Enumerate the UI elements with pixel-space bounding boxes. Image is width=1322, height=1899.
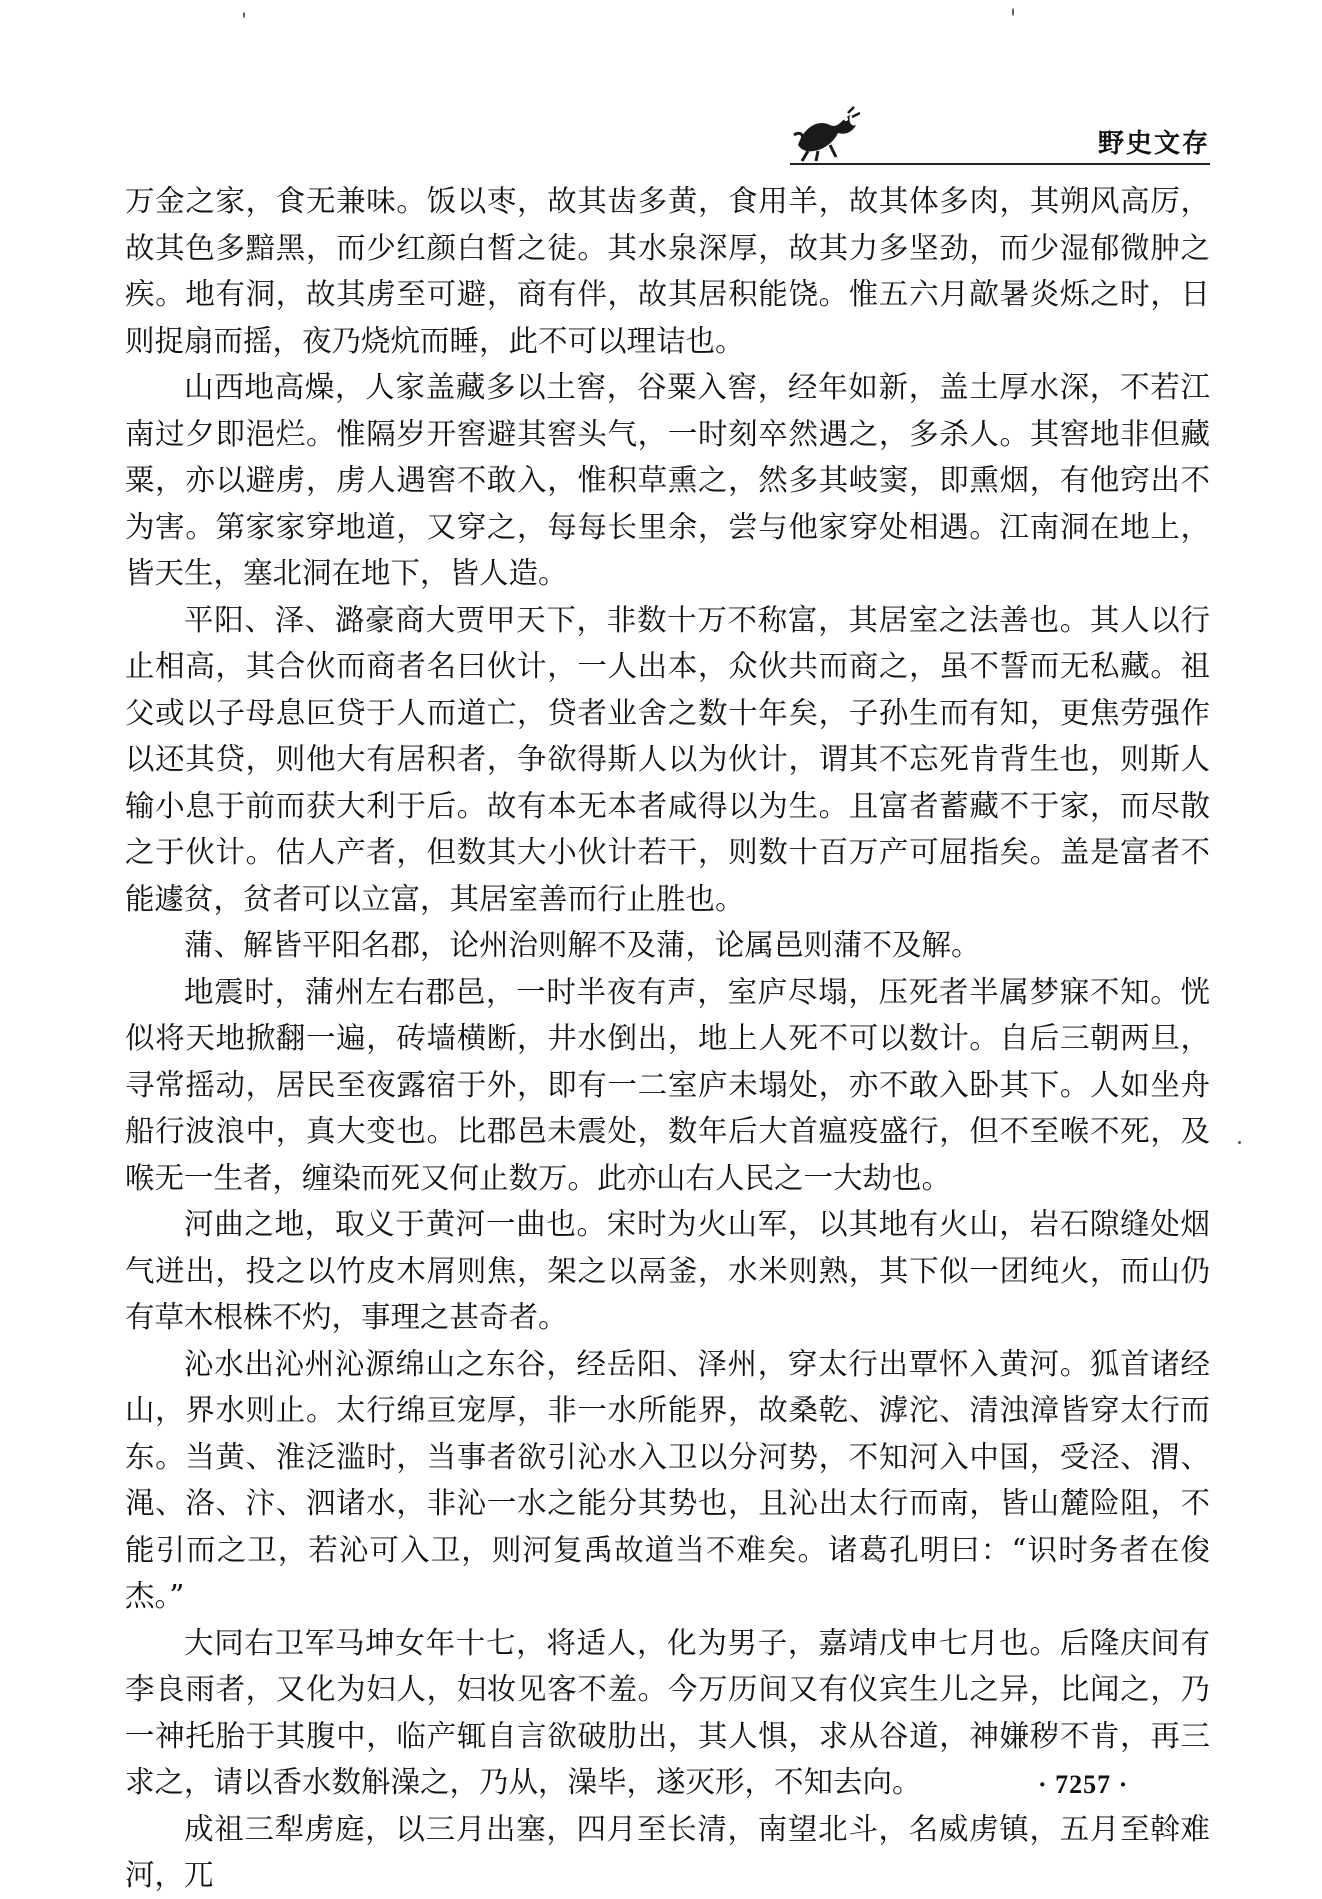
book-title: 野史文存	[1097, 129, 1210, 159]
body-text	[125, 178, 1210, 1899]
header-divider	[790, 163, 1210, 165]
paragraph: 蒲、解皆平阳名郡，论州治则解不及蒲，论属邑则蒲不及解。	[184, 928, 981, 962]
paragraph: 成祖三犁虏庭，以三月出塞，四月至长清，南望北斗，名威虏镇，五月至斡难河，兀	[125, 1811, 1210, 1892]
scan-speck	[1012, 8, 1014, 16]
paragraph: 地震时，蒲州左右郡邑，一时半夜有声，室庐尽塌，压死者半属梦寐不知。恍似将天地掀翻一遍，砖墙横断，井水倒出，地上人死不可以数计。自后三朝两旦，寻常摇动，居民至夜露宿于外，即有一二室庐未塌处，亦不敢入卧其下。人如坐舟船行波浪中，真大变也。比郡邑未震处，数年后大首瘟疫盛行，但不至喉不死，及喉无一生者，缠染而死又何止数万。此亦山右人民之一大劫也。	[125, 974, 1210, 1195]
paragraph: 山西地高燥，人家盖藏多以土窖，谷粟入窖，经年如新，盖土厚水深，不若江南过夕即浥烂。惟隔岁开窖避其窖头气，一时刻卒然遇之，多杀人。其窖地非但藏粟，亦以避虏，虏人遇窖不敢入，惟积草熏之，然多其岐窦，即熏烟，有他窍出不为害。第家家穿地道，又穿之，每每长里余，尝与他家穿处相遇。江南洞在地上，皆天生，塞北洞在地下，皆人造。	[125, 370, 1210, 590]
paragraph: 河曲之地，取义于黄河一曲也。宋时为火山军，以其地有火山，岩石隙缝处烟气迸出，投之以竹皮木屑则焦，架之以鬲釜，水米则熟，其下似一团纯火，而山仍有草木根株不灼，事理之甚奇者。	[125, 1207, 1210, 1334]
paragraph: 平阳、泽、潞豪商大贾甲天下，非数十万不称富，其居室之法善也。其人以行止相高，其合伙而商者名曰伙计，一人出本，众伙共而商之，虽不誓而无私藏。祖父或以子母息叵贷于人而道亡，贷者业舍之数十年矣，子孙生而有知，更焦劳强作以还其贷，则他大有居积者，争欲得斯人以为伙计，谓其不忘死肯背生也，则斯人输小息于前而获大利于后。故有本无本者咸得以为生。且富者蓄藏不于家，而尽散之于伙计。估人产者，但数其大小伙计若干，则数十百万产可屈指矣。盖是富者不能遽贫，贫者可以立富，其居室善而行止胜也。	[125, 602, 1210, 916]
scan-speck	[1238, 1141, 1241, 1144]
scan-speck	[243, 12, 245, 18]
page-number: · 7257 ·	[1038, 1770, 1129, 1799]
paragraph: 大同右卫军马坤女年十七，将适人，化为男子，嘉靖戊申七月也。后隆庆间有李良雨者，又化为妇人，妇妆见客不羞。今万历间又有仪宾生儿之异，比闻之，乃一神托胎于其腹中，临产辄自言欲破肋出，其人惧，求从谷道，神嫌秽不肯，再三求之，请以香水数斛澡之，乃从，澡毕，遂灭形，不知去向。	[125, 1625, 1210, 1799]
dragon-emblem-icon	[790, 105, 860, 163]
paragraph: 万金之家，食无兼味。饭以枣，故其齿多黄，食用羊，故其体多肉，其朔风高厉，故其色多黯黑，而少红颜白皙之徒。其水泉深厚，故其力多坚劲，而少湿郁微肿之疾。地有洞，故其虏至可避，商有伴，故其居积能饶。惟五六月歊暑炎烁之时，日则捉扇而摇，夜乃烧炕而睡，此不可以理诘也。	[125, 184, 1210, 358]
paragraph: 沁水出沁州沁源绵山之东谷，经岳阳、泽州，穿太行出覃怀入黄河。狐首诸经山，界水则止。太行绵亘宠厚，非一水所能界，故桑乾、滹沱、清浊漳皆穿太行而东。当黄、淮泛滥时，当事者欲引沁水入卫以分河势，不知河入中国，受泾、渭、渑、洛、汴、泗诸水，非沁一水之能分其势也，且沁出太行而南，皆山麓险阻，不能引而之卫，若沁可入卫，则河复禹故道当不难矣。诸葛孔明曰：“识时务者在俊杰。”	[125, 1346, 1210, 1613]
running-header	[790, 105, 1210, 165]
